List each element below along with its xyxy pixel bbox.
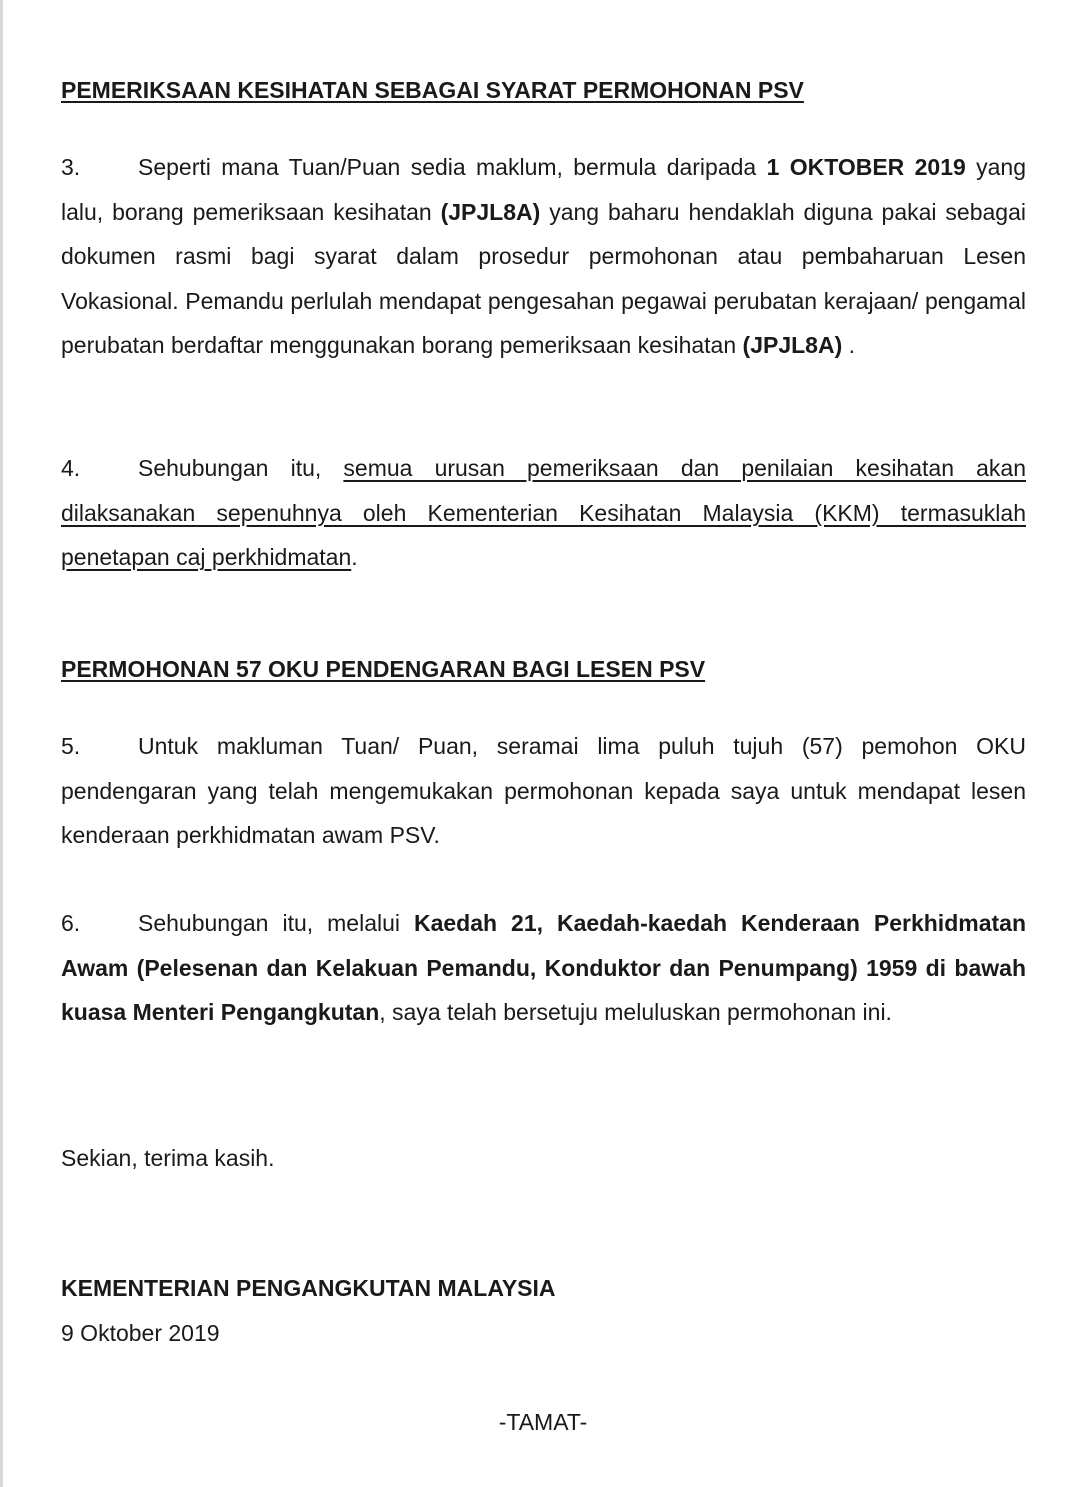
paragraph-5 [61, 724, 1026, 858]
paragraph-4 [61, 446, 1026, 580]
para5-text-1: Untuk makluman Tuan/ Puan, seramai lima puluh tujuh (57) pemohon OKU pendengaran yang telah mengemukakan permohonan kepada saya untuk mendapat lesen kenderaan perkhidmatan awam PSV. [61, 733, 1026, 848]
para3-form-code-bold-2: (JPJL8A) [742, 332, 843, 358]
para3-text-1: Seperti mana Tuan/Puan sedia maklum, bermula daripada [138, 154, 767, 180]
paragraph-number: 5. [61, 733, 81, 759]
para6-text-1: Sehubungan itu, melalui [138, 910, 414, 936]
paragraph-6 [61, 901, 1026, 1035]
paragraph-3 [61, 145, 1026, 368]
para3-form-code-bold: (JPJL8A) [440, 198, 541, 225]
para4-underlined-text: semua urusan pemeriksaan dan penilaian kesihatan akan dilaksanakan sepenuhnya oleh Kementerian Kesihatan Malaysia (KKM) termasuklah penetapan caj perkhidmatan [61, 455, 1026, 570]
signature-organization: KEMENTERIAN PENGANGKUTAN MALAYSIA [61, 1275, 556, 1301]
para6-regulation-bold: Kaedah 21, Kaedah-kaedah Kenderaan Perkhidmatan Awam (Pelesenan dan Kelakuan Pemandu, Konduktor dan Penumpang) 1959 di bawah kuasa Menteri Pengangkutan [61, 910, 1026, 1025]
para4-text-2: . [351, 544, 358, 570]
paragraph-number: 6. [61, 910, 81, 936]
signature-date: 9 Oktober 2019 [61, 1320, 220, 1346]
end-mark: -TAMAT- [498, 1409, 588, 1435]
para3-text-4: . [842, 332, 856, 358]
para3-text-2: yang lalu, borang pemeriksaan kesihatan [61, 154, 1027, 225]
para3-text-3: yang baharu hendaklah diguna pakai sebagai dokumen rasmi bagi syarat dalam prosedur permohonan atau pembaharuan Lesen Vokasional. Pemandu perlulah mendapat pengesahan pegawai perubatan kerajaan/ pengamal perubatan berdaftar menggunakan borang pemeriksaan kesihatan [61, 198, 1026, 358]
paragraph-number: 4. [61, 455, 81, 481]
para6-text-2: , saya telah bersetuju meluluskan permohonan ini. [379, 999, 892, 1025]
section-heading-medical-check: PEMERIKSAAN KESIHATAN SEBAGAI SYARAT PERMOHONAN PSV [61, 77, 804, 103]
closing-text: Sekian, terima kasih. [61, 1145, 275, 1171]
paragraph-number: 3. [61, 154, 81, 180]
para4-text-1: Sehubungan itu, [138, 455, 344, 481]
section-heading-oku-application: PERMOHONAN 57 OKU PENDENGARAN BAGI LESEN PSV [61, 656, 706, 682]
para3-date-bold: 1 OKTOBER 2019 [766, 154, 966, 180]
